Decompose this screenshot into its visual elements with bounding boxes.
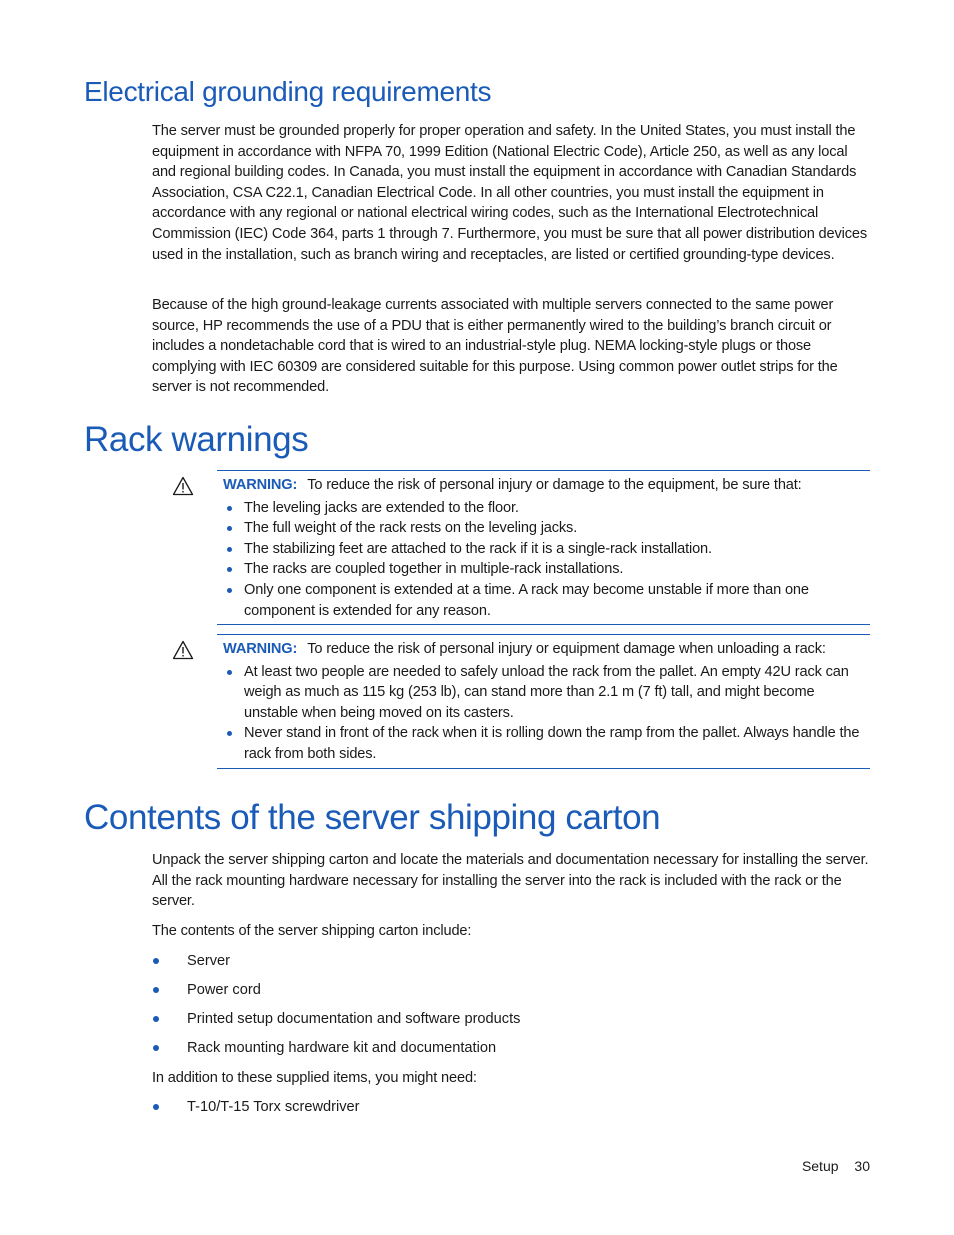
carton-paragraph-1: Unpack the server shipping carton and locate the materials and documentation necessary for installing the server. All the rack mounting hardware necessary for installing the server into the rack is included with the rack or the server.: [152, 852, 869, 910]
warning-list: [217, 662, 870, 765]
list-item: At least two people are needed to safely unload the rack from the pallet. An empty 42U rack can weigh as much as 115 kg (253 lb), can stand more than 2.1 m (7 ft) tall, and might become unstable when being moved on its casters.: [244, 662, 870, 724]
carton-paragraph-3: In addition to these supplied items, you might need:: [152, 1070, 477, 1086]
warning-list: [217, 498, 870, 622]
section-title-rack-warnings: Rack warnings: [84, 420, 309, 459]
grounding-paragraph-1: The server must be grounded properly for proper operation and safety. In the United States, you must install the equipment in accordance with NFPA 70, 1999 Edition (National Electric Code), Article 250, as well as any local and regional building codes. In Canada, you must install the equipment in accordance with Canadian Standards Association, CSA C22.1, Canadian Electrical Code. In all other countries, you must install the equipment in accordance with any regional or national electrical wiring codes, such as the International Electrotechnical Commission (IEC) Code 364, parts 1 through 7. Furthermore, you must be sure that all power distribution devices used in the installation, such as branch wiring and receptacles, are listed or certified grounding-type devices.: [152, 123, 867, 263]
list-item: Only one component is extended at a time. A rack may become unstable if more than one component is extended for any reason.: [244, 580, 870, 621]
footer-section-name: Setup: [801, 1158, 839, 1174]
list-item: The racks are coupled together in multiple-rack installations.: [244, 559, 870, 580]
page-number: 30: [854, 1158, 870, 1174]
warning-text: To reduce the risk of personal injury or equipment damage when unloading a rack:: [307, 641, 826, 657]
list-item: The full weight of the rack rests on the leveling jacks.: [244, 518, 870, 539]
warning-label: WARNING:: [223, 641, 298, 657]
grounding-paragraph-2: Because of the high ground-leakage currents associated with multiple servers connected to the same power source, HP recommends the use of a PDU that is either permanently wired to the building’s branch circuit or includes a nondetachable cord that is wired to an industrial-style plug. NEMA locking-style plugs or those complying with IEC 60309 are considered suitable for this purpose. Using common power outlet strips for the server is not recommended.: [152, 297, 838, 396]
list-item: Rack mounting hardware kit and documentation: [152, 1038, 852, 1067]
warning-text: To reduce the risk of personal injury or damage to the equipment, be sure that:: [307, 477, 802, 493]
warning-heading: [223, 475, 870, 496]
carton-contents-list: [152, 951, 852, 1067]
extra-items-list: [152, 1097, 852, 1126]
list-item: Server: [152, 951, 852, 980]
section-title-grounding: Electrical grounding requirements: [84, 76, 492, 107]
page-footer: [802, 1158, 870, 1174]
warning-box-1: [217, 470, 870, 625]
list-item: Never stand in front of the rack when it is rolling down the ramp from the pallet. Always handle the rack from both sides.: [244, 723, 870, 764]
warning-triangle-icon: [172, 476, 194, 496]
warning-heading: [223, 639, 870, 660]
list-item: Power cord: [152, 980, 852, 1009]
list-item: The stabilizing feet are attached to the rack if it is a single-rack installation.: [244, 539, 870, 560]
list-item: T-10/T-15 Torx screwdriver: [152, 1097, 852, 1126]
warning-box-2: [217, 634, 870, 769]
carton-paragraph-2: The contents of the server shipping carton include:: [152, 923, 472, 939]
list-item: Printed setup documentation and software products: [152, 1009, 852, 1038]
warning-triangle-icon: [172, 640, 194, 660]
section-title-shipping-carton: Contents of the server shipping carton: [84, 798, 661, 837]
list-item: The leveling jacks are extended to the floor.: [244, 498, 870, 519]
warning-label: WARNING:: [223, 477, 298, 493]
